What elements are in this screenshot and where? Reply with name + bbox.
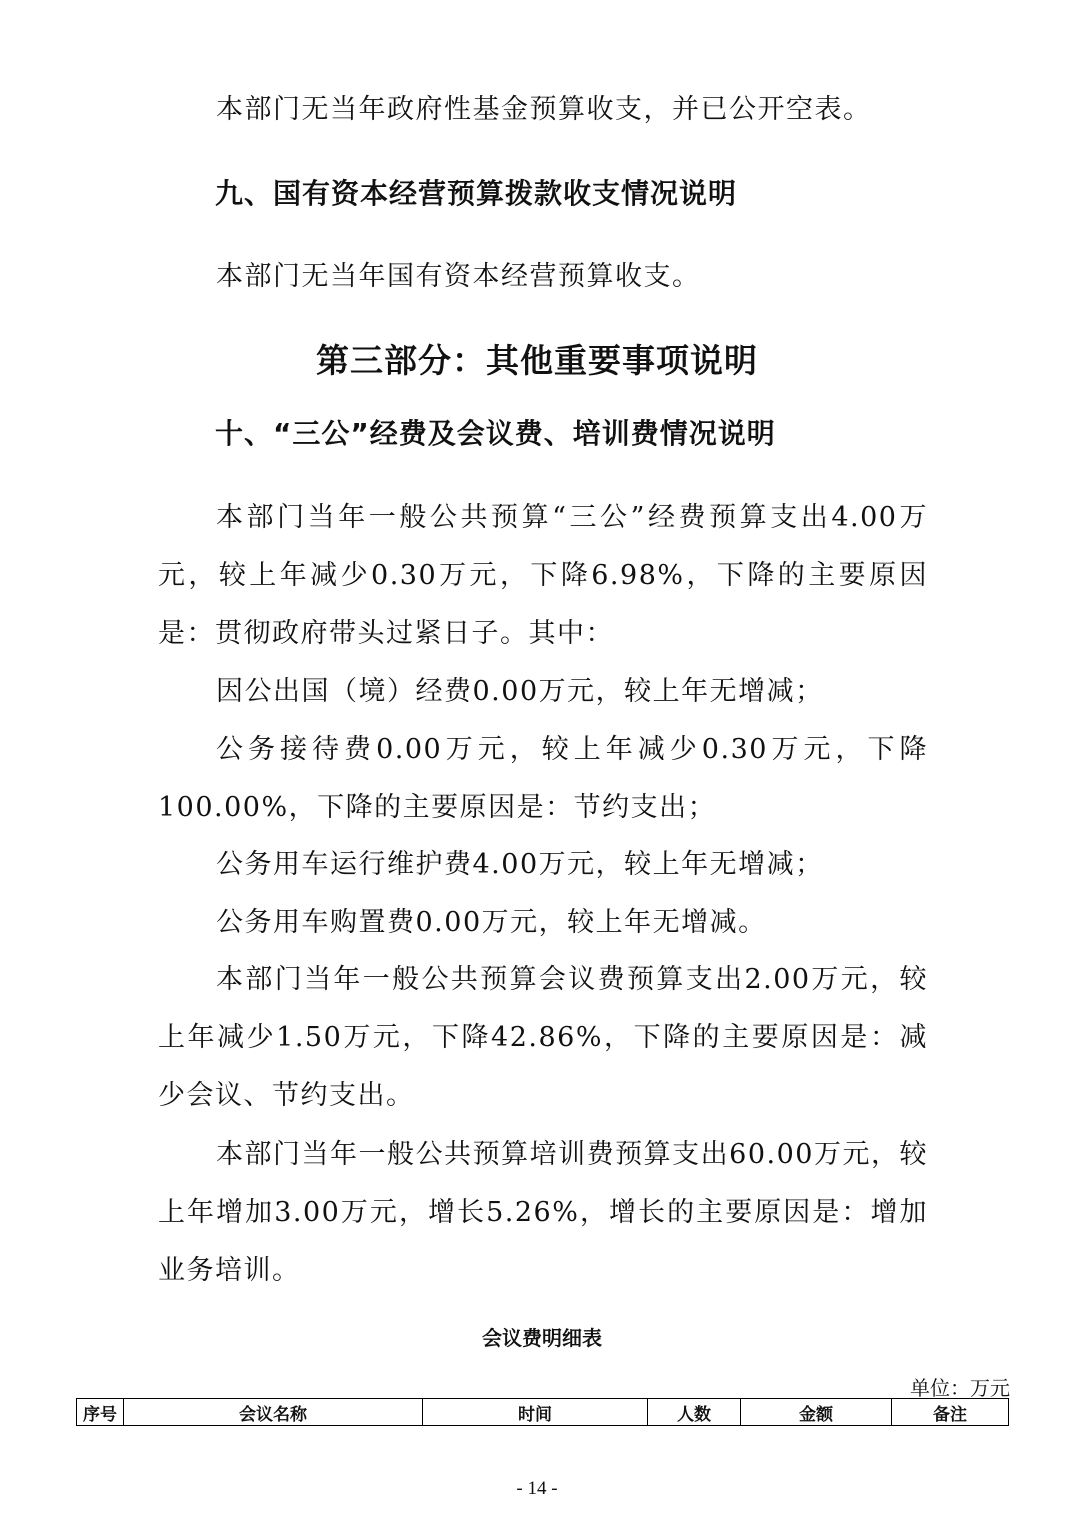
col-time: 时间 xyxy=(423,1399,648,1426)
paragraph-vehicle-purchase: 公务用车购置费0.00万元，较上年无增减。 xyxy=(216,907,767,938)
table-header-row xyxy=(77,1399,1009,1426)
paragraph-official-reception: 公务接待费0.00万元，较上年减少0.30万元，下降100.00%，下降的主要原因是：节约支出； xyxy=(158,734,928,823)
paragraph-meeting-fee: 本部门当年一般公共预算会议费预算支出2.00万元，较上年减少1.50万元，下降42.86%，下降的主要原因是：减少会议、节约支出。 xyxy=(158,964,928,1111)
meeting-fee-table xyxy=(76,1398,1009,1426)
unit-label: 单位：万元 xyxy=(910,1378,1010,1400)
col-meeting-name: 会议名称 xyxy=(124,1399,423,1426)
col-amount: 金额 xyxy=(741,1399,892,1426)
page-number: - 14 - xyxy=(516,1478,558,1499)
paragraph-overseas-travel: 因公出国（境）经费0.00万元，较上年无增减； xyxy=(216,676,824,707)
heading-section-ten: 十、“三公”经费及会议费、培训费情况说明 xyxy=(215,417,776,450)
paragraph-state-capital: 本部门无当年国有资本经营预算收支。 xyxy=(216,261,701,292)
paragraph-training-fee: 本部门当年一般公共预算培训费预算支出60.00万元，较上年增加3.00万元，增长5.26%，增长的主要原因是：增加业务培训。 xyxy=(158,1139,928,1286)
col-index: 序号 xyxy=(77,1399,124,1426)
heading-section-nine: 九、国有资本经营预算拨款收支情况说明 xyxy=(215,177,738,210)
paragraph-three-public-expenses: 本部门当年一般公共预算“三公”经费预算支出4.00万元，较上年减少0.30万元，下降6.98%，下降的主要原因是：贯彻政府带头过紧日子。其中： xyxy=(158,502,928,649)
meeting-table-title: 会议费明细表 xyxy=(482,1326,602,1350)
paragraph-gov-fund: 本部门无当年政府性基金预算收支，并已公开空表。 xyxy=(216,94,872,125)
col-headcount: 人数 xyxy=(648,1399,741,1426)
part-three-title: 第三部分：其他重要事项说明 xyxy=(316,341,758,380)
paragraph-vehicle-maintenance: 公务用车运行维护费4.00万元，较上年无增减； xyxy=(216,849,824,880)
col-remarks: 备注 xyxy=(892,1399,1009,1426)
